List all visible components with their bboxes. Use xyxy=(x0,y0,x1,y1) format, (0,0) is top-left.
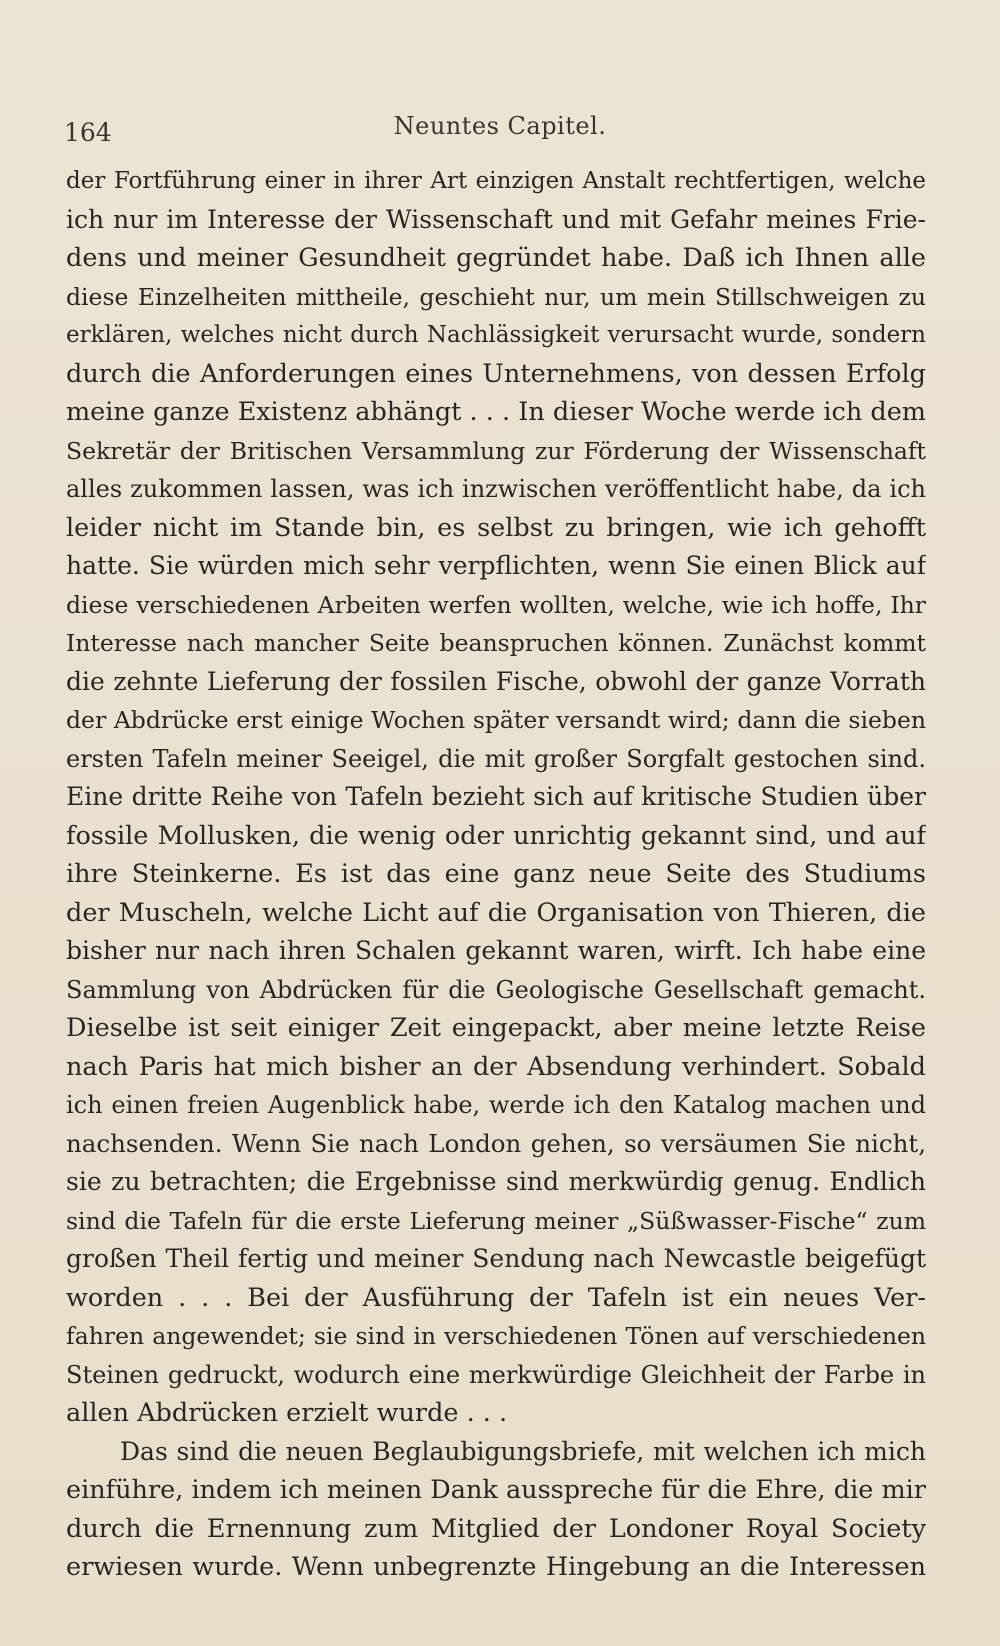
text-line: durch die Anforderungen eines Unternehmens, von dessen Erfolg xyxy=(66,358,926,389)
text-line: der Fortführung einer in ihrer Art einzigen Anstalt rechtfertigen, welche xyxy=(66,168,926,194)
text-line: der Abdrücke erst einige Wochen später versandt wird; dann die sieben xyxy=(66,706,926,734)
text-line: sind die Tafeln für die erste Lieferung meiner „Süßwasser-Fische“ zum xyxy=(66,1206,926,1235)
text-line: Eine dritte Reihe von Tafeln bezieht sich auf kritische Studien über xyxy=(66,782,926,811)
text-line: Das sind die neuen Beglaubigungsbriefe, mit welchen ich mich xyxy=(120,1436,926,1466)
text-line: fossile Mollusken, die wenig oder unrichtig gekannt sind, und auf xyxy=(66,820,926,851)
text-line: diese Einzelheiten mittheile, geschieht nur, um mein Stillschweigen zu xyxy=(66,282,926,311)
text-line: einführe, indem ich meinen Dank ausspreche für die Ehre, die mir xyxy=(66,1475,926,1505)
text-line: bisher nur nach ihren Schalen gekannt waren, wirft. Ich habe eine xyxy=(66,936,926,965)
text-line: leider nicht im Stande bin, es selbst zu bringen, wie ich gehofft xyxy=(66,512,926,543)
text-line: allen Abdrücken erzielt wurde . . . xyxy=(66,1398,508,1428)
text-line: ich nur im Interesse der Wissenschaft und mit Gefahr meines Frie- xyxy=(66,204,926,234)
text-line: ich einen freien Augenblick habe, werde ich den Katalog machen und xyxy=(66,1091,926,1119)
text-line: ersten Tafeln meiner Seeigel, die mit großer Sorgfalt gestochen sind. xyxy=(66,744,926,773)
text-line: worden . . . Bei der Ausführung der Tafeln ist ein neues Ver- xyxy=(66,1282,926,1313)
text-line: erklären, welches nicht durch Nachlässigkeit verursacht wurde, sondern xyxy=(66,322,926,348)
text-line: Steinen gedruckt, wodurch eine merkwürdige Gleichheit der Farbe in xyxy=(66,1360,926,1389)
text-line: der Muscheln, welche Licht auf die Organisation von Thieren, die xyxy=(66,897,926,928)
text-line: durch die Ernennung zum Mitglied der Londoner Royal Society xyxy=(66,1513,926,1544)
text-line: fahren angewendet; sie sind in verschiedenen Tönen auf verschiedenen xyxy=(66,1322,926,1350)
page-number: 164 xyxy=(64,118,112,147)
text-line: alles zukommen lassen, was ich inzwischen veröffentlicht habe, da ich xyxy=(66,475,926,503)
text-line: dens und meiner Gesundheit gegründet habe. Daß ich Ihnen alle xyxy=(66,243,926,273)
text-line: Sammlung von Abdrücken für die Geologische Gesellschaft gemacht. xyxy=(66,975,926,1004)
text-line: nach Paris hat mich bisher an der Absendung verhindert. Sobald xyxy=(66,1051,926,1082)
text-line: erwiesen wurde. Wenn unbegrenzte Hingebung an die Interessen xyxy=(66,1552,926,1582)
text-line: diese verschiedenen Arbeiten werfen wollten, welche, wie ich hoffe, Ihr xyxy=(66,590,926,619)
text-line: nachsenden. Wenn Sie nach London gehen, so versäumen Sie nicht, xyxy=(66,1128,926,1158)
text-line: die zehnte Lieferung der fossilen Fische, obwohl der ganze Vorrath xyxy=(66,666,926,696)
text-line: meine ganze Existenz abhängt . . . In dieser Woche werde ich dem xyxy=(66,397,926,427)
text-line: großen Theil fertig und meiner Sendung nach Newcastle beigefügt xyxy=(66,1244,926,1273)
text-line: hatte. Sie würden mich sehr verpflichten, wenn Sie einen Blick auf xyxy=(66,551,926,580)
text-line: ihre Steinkerne. Es ist das eine ganz neue Seite des Studiums xyxy=(66,859,926,889)
running-title: Neuntes Capitel. xyxy=(393,112,607,140)
body-text xyxy=(66,162,926,1587)
text-line: sie zu betrachten; die Ergebnisse sind merkwürdig genug. Endlich xyxy=(66,1167,926,1196)
text-line: Dieselbe ist seit einiger Zeit eingepackt, aber meine letzte Reise xyxy=(66,1013,926,1043)
text-line: Sekretär der Britischen Versammlung zur Förderung der Wissenschaft xyxy=(66,436,926,465)
text-line: Interesse nach mancher Seite beanspruchen können. Zunächst kommt xyxy=(66,629,926,657)
